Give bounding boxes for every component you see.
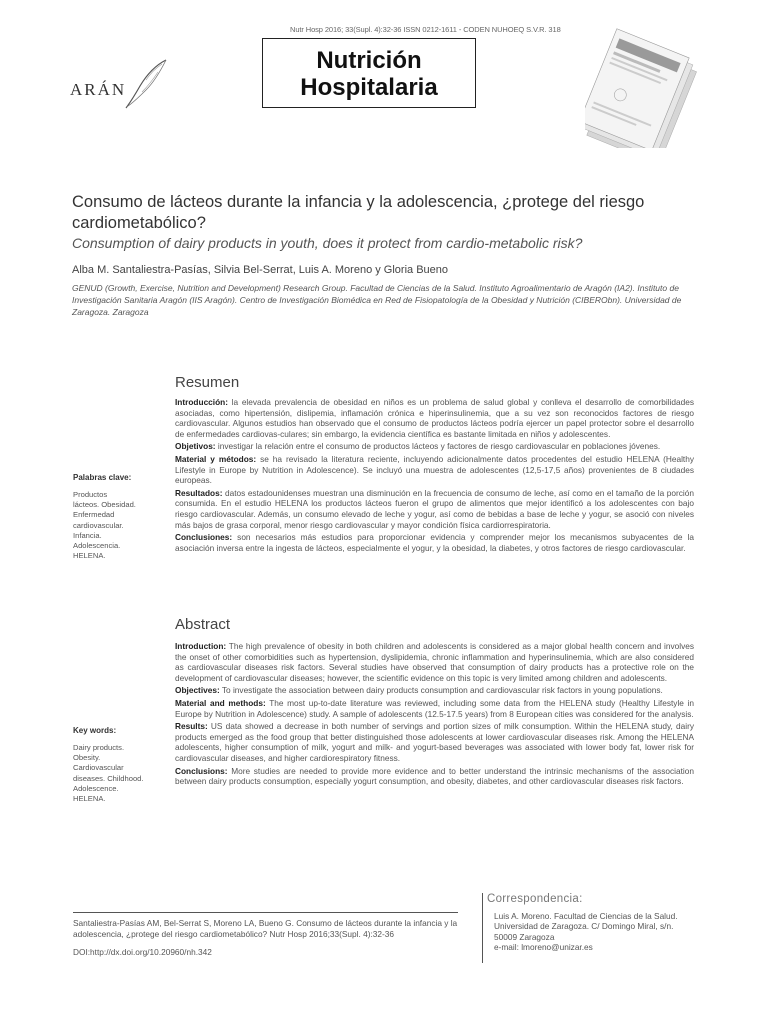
author-list: Alba M. Santaliestra-Pasías, Silvia Bel-Serrat, Luis A. Moreno y Gloria Bueno: [72, 264, 449, 276]
abstract-paragraph: Material and methods: The most up-to-date literature was reviewed, including some data from the HELENA study (Healthy Lifestyle in Europe by Nutrition in Adolescence) study. A sample of adolescents (12.5-17.5 years) from 8 European cities was considered for the analysis.: [175, 697, 694, 719]
resumen-paragraph: Material y métodos: se ha revisado la literatura reciente, incluyendo adicionalmente datos procedentes del estudio HELENA (Healthy Lifestyle in Europe by Nutrition in Adolescence). Se incluyó una muestra de adolescentes (12,5-17,5 años) provenientes de 8 ciudades europeas.: [175, 453, 694, 486]
correspondence-heading: Correspondencia:: [487, 893, 583, 905]
keyword-item: Obesity.: [73, 753, 101, 763]
abstract-paragraph: Results: US data showed a decrease in both number of servings and portion sizes of milk consumption. Within the HELENA study, dairy products emerged as the food group that better distinguished those adolescents at lower cardiovascular diseases risk. Among the HELENA adolescents, higher consumption of milk, yogurt and milk- and yogurt-based beverages was associated with lower body fat, lower risk for cardiovascular diseases, and higher cardiorespiratory fitness.: [175, 721, 694, 763]
abstract-paragraph: Introduction: The high prevalence of obesity in both children and adolescents is considered as a major global health concern and involves the onset of other comorbidities such as hypertension, dyslipidemia, chronic inflammation and hyperinsulinemia, which are also considered as cardiovascular diseases risk factors. Several studies have observed that consumption of dairy products has a protective role on the development of cardiovascular diseases; however, the scientific evidence on this topic is very limited among children and adolescents.: [175, 641, 694, 683]
abstract-heading: Abstract: [175, 616, 231, 633]
resumen-paragraph: Objetivos: investigar la relación entre el consumo de productos lácteos y factores de riesgo cardiovascular en poblaciones jóvenes.: [175, 441, 661, 452]
resumen-paragraph: Resultados: datos estadounidenses muestran una disminución en la frecuencia de consumo de leche, así como en el tamaño de la porción consumida. En el estudio HELENA los productos lácteos fueron el grupo de alimentos que mejor identificó a los adolescentes con bajo riesgo cardiovascular. Además, un consumo elevado de leche y yogur, así como de bebidas a base de leche y yogur, se asoció con niveles más bajos de grasa corporal, menor riesgo cardiovascular y mayor condición física cardiorrespiratoria.: [175, 487, 694, 530]
article-title-es: Consumo de lácteos durante la infancia y la adolescencia, ¿protege del riesgo cardiometabólico?: [72, 193, 645, 232]
correspondence-line: Universidad de Zaragoza. C/ Domingo Miral, s/n.: [494, 921, 674, 932]
resumen-body: [175, 397, 694, 553]
key-words-list: [73, 743, 163, 804]
journal-title-box: [262, 38, 476, 108]
resumen-paragraph: Introducción: la elevada prevalencia de obesidad en niños es un problema de salud global y conlleva el desarrollo de comorbilidades asociadas, como hipertensión, dislipemia, inflamación crónica e hiperinsulinemia, que a su vez son reconocidos factores de riesgo cardiovascular. Algunos estudios han observado que el consumo de productos lácteos podría ejercer un papel protector sobre el desarrollo de enfermedades cardiovas-culares; sin embargo, la evidencia científica es bastante limitada en niños y adolescentes.: [175, 397, 694, 439]
article-title-en: Consumption of dairy products in youth, does it protect from cardio-metabolic risk?: [72, 235, 583, 251]
keyword-item: Cardiovascular: [73, 763, 124, 773]
palabras-clave-block: [73, 473, 163, 561]
correspondence-line: Luis A. Moreno. Facultad de Ciencias de la Salud.: [494, 911, 678, 921]
keyword-item: Adolescencia.: [73, 541, 121, 551]
palabras-clave-list: [73, 490, 163, 561]
keyword-item: Enfermedad: [73, 510, 115, 520]
keyword-item: Infancia.: [73, 530, 102, 540]
correspondence-line: 50009 Zaragoza: [494, 931, 555, 942]
keyword-item: Adolescence.: [73, 783, 119, 793]
author-affiliation: GENUD (Growth, Exercise, Nutrition and Development) Research Group. Facultad de Ciencias de la Salud. Instituto Agroalimentario de Aragón (IA2). Instituto de Investigación Sanitaria Aragón (IIS Aragón). Centro de Investigación Biomédica en Red de Fisiopatología de la Obesidad y Nutrición (CIBERObn). Universidad de Zaragoza. Zaragoza: [72, 283, 682, 318]
correspondence-block: [494, 911, 754, 953]
article-citation: Santaliestra-Pasías AM, Bel-Serrat S, Moreno LA, Bueno G. Consumo de lácteos durante la infancia y la adolescencia, ¿protege del riesgo cardiometabólico? Nutr Hosp 2016;33(Supl. 4):32-36: [73, 918, 458, 939]
keyword-item: Productos: [73, 490, 108, 499]
keyword-item: diseases. Childhood.: [73, 773, 144, 783]
journal-title-line2: Hospitalaria: [300, 74, 438, 101]
keyword-item: HELENA.: [73, 551, 106, 561]
abstract-body: [175, 641, 694, 787]
keyword-item: HELENA.: [73, 794, 106, 804]
journal-title-line1: Nutrición: [316, 47, 422, 74]
journal-cover-image: [585, 18, 768, 148]
article-doi[interactable]: DOI:http://dx.doi.org/10.20960/nh.342: [73, 947, 212, 957]
palabras-clave-label: Palabras clave:: [73, 473, 132, 482]
abstract-paragraph: Objectives: To investigate the association between dairy products consumption and cardiovascular risk factors in young populations.: [175, 685, 663, 696]
keyword-item: Dairy products.: [73, 743, 125, 752]
publisher-logo: [70, 58, 170, 110]
abstract-paragraph: Conclusions: More studies are needed to provide more evidence and to better understand the intrinsic mechanisms of the association between dairy products consumption, especially yogurt consumption, and obesity, diabetes, and other cardiovascular diseases risk factors.: [175, 765, 694, 787]
correspondence-email[interactable]: e-mail: lmoreno@unizar.es: [494, 942, 593, 953]
keyword-item: cardiovascular.: [73, 520, 124, 530]
correspondence-divider: [482, 893, 483, 963]
key-words-block: [73, 726, 163, 804]
resumen-heading: Resumen: [175, 374, 240, 391]
key-words-label: Key words:: [73, 726, 117, 735]
journal-meta-line: Nutr Hosp 2016; 33(Supl. 4):32-36 ISSN 0212-1611 - CODEN NUHOEQ S.V.R. 318: [290, 25, 561, 34]
resumen-paragraph: Conclusiones: son necesarios más estudios para proporcionar evidencia y comprender mejor los mecanismos subyacentes de la asociación inversa entre la ingesta de lácteos, especialmente el yogur, y la obesidad, la diabetes, y otros factores de riesgo cardiovascular.: [175, 532, 694, 553]
keyword-item: lácteos. Obesidad.: [73, 500, 136, 510]
citation-divider: [73, 912, 458, 913]
publisher-logo-text: ARÁN: [70, 80, 127, 99]
